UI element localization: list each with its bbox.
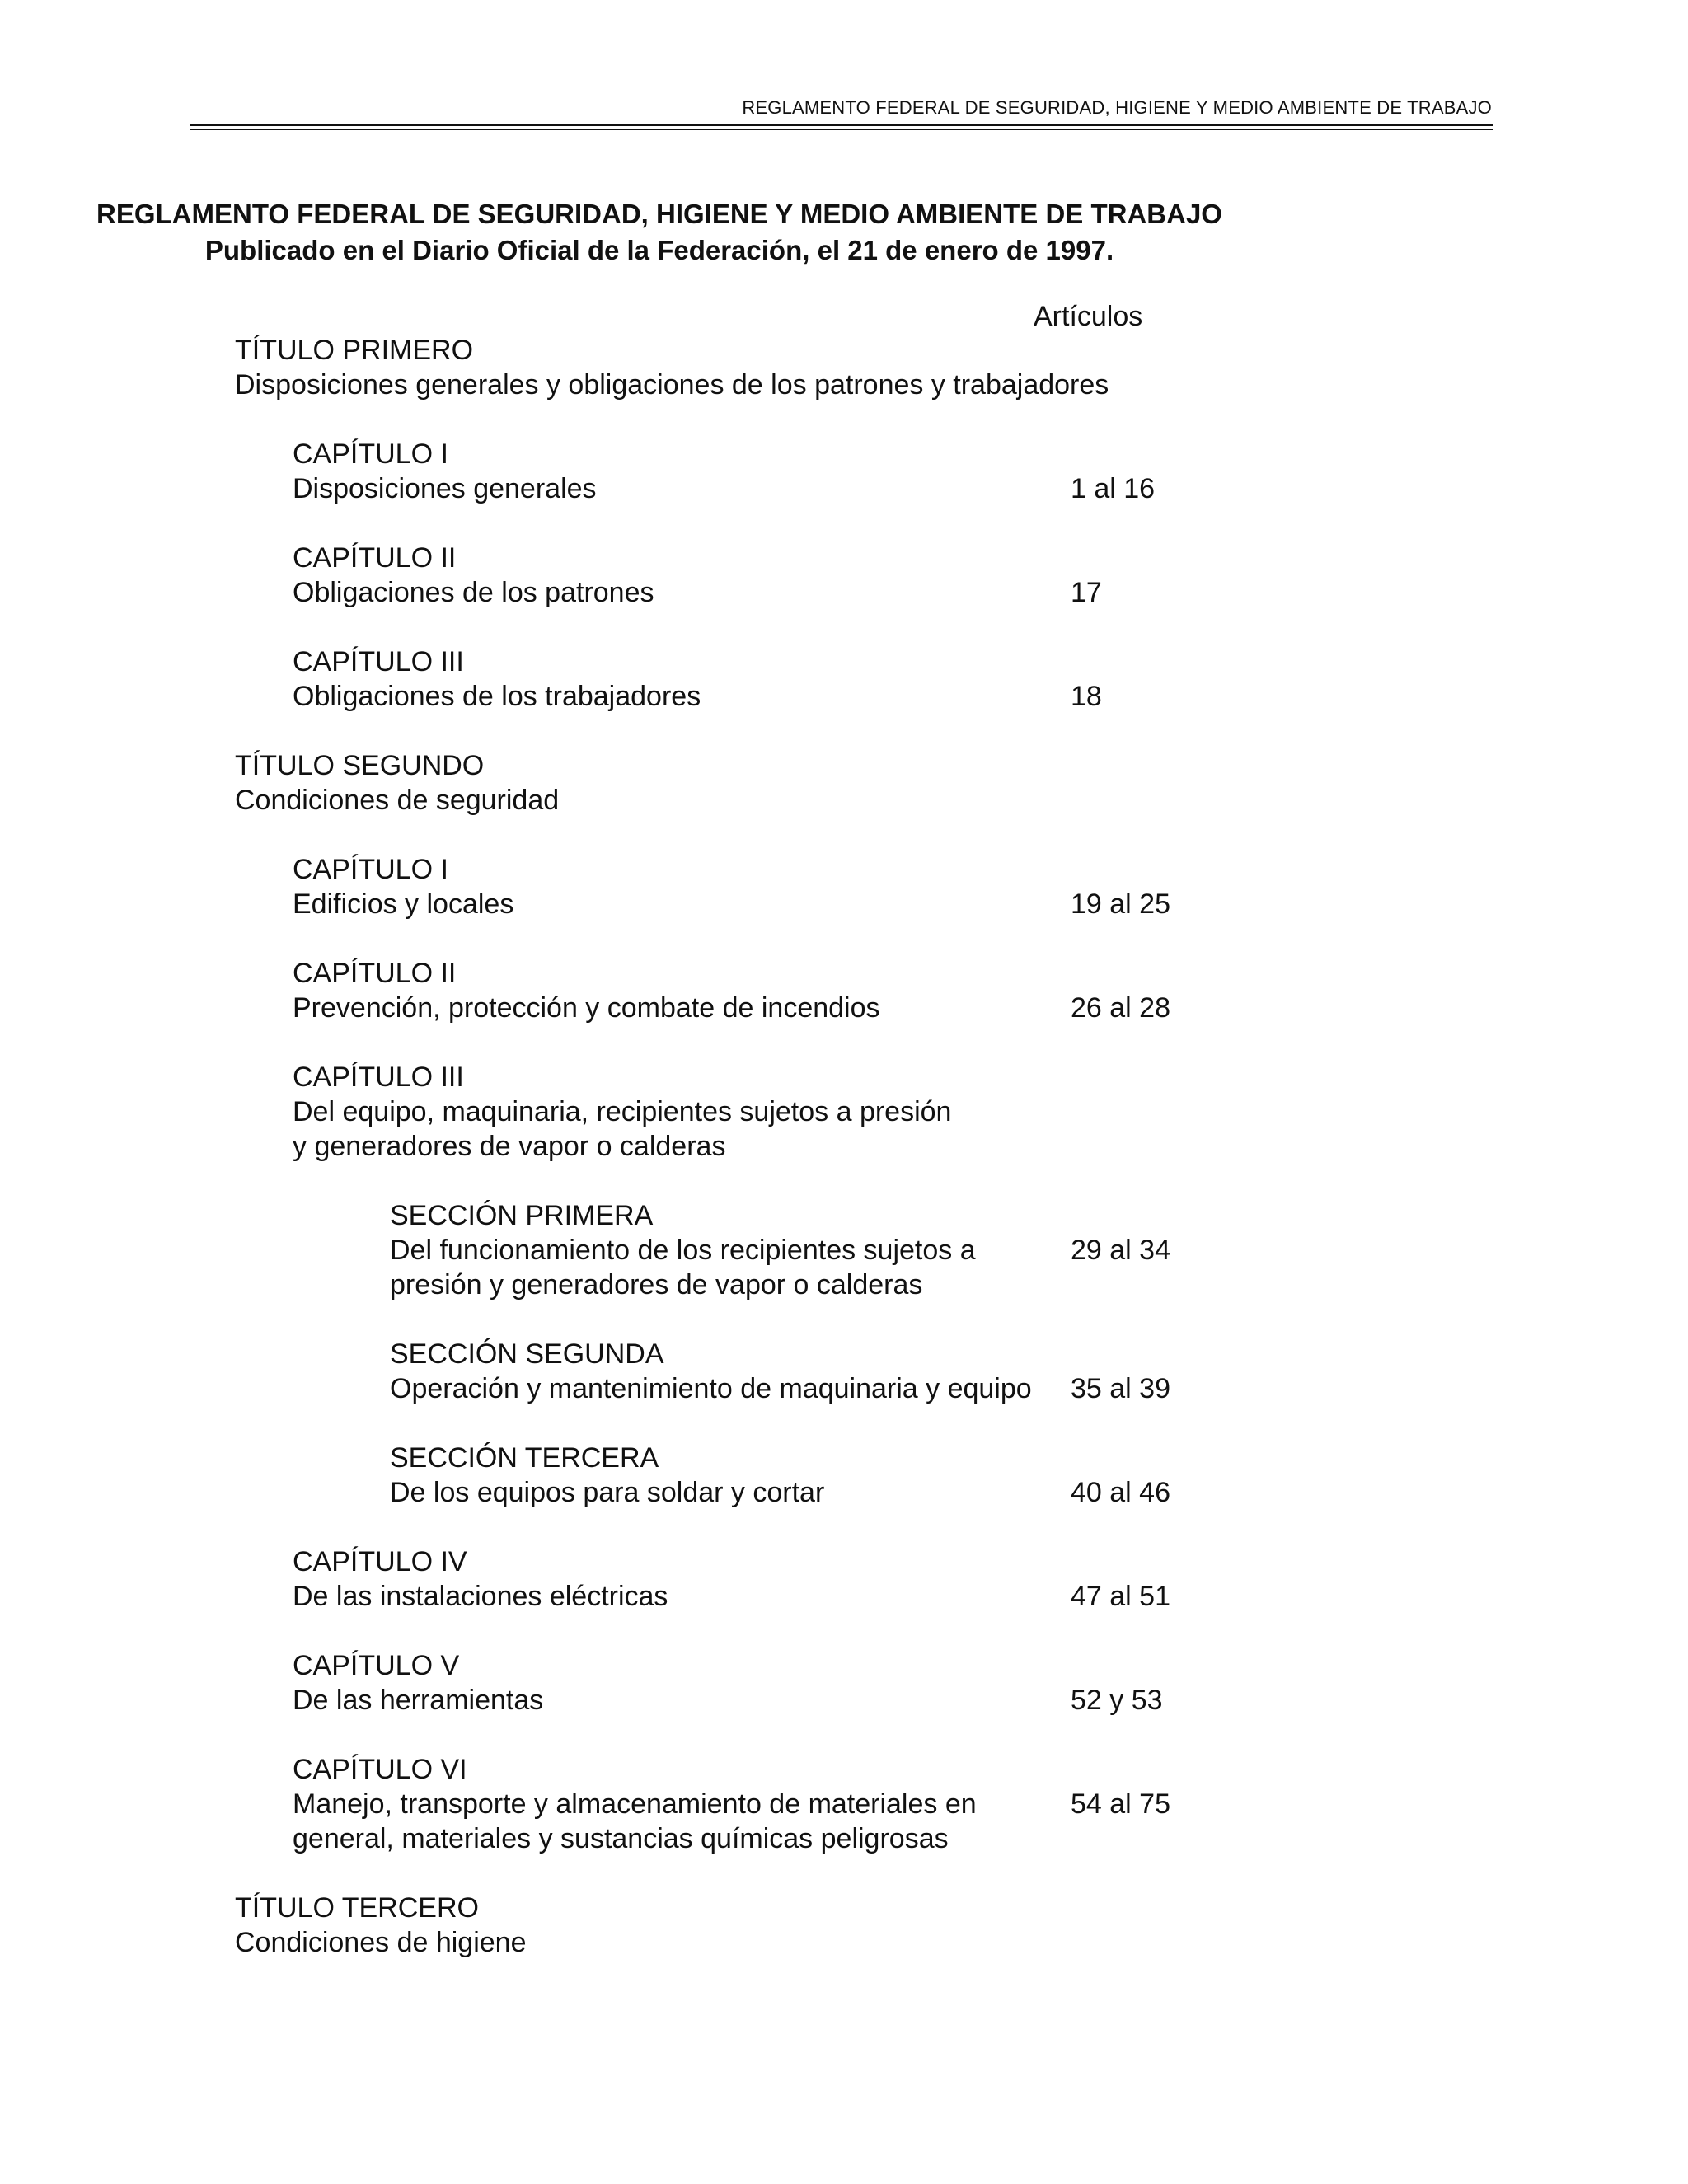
- t2-cap3-sec3-name: De los equipos para soldar y cortar: [390, 1477, 825, 1508]
- t2-cap3-heading: CAPÍTULO III: [293, 1062, 464, 1093]
- t2-cap3-sec1-articles: 29 al 34: [1071, 1235, 1170, 1266]
- t1-cap2-name: Obligaciones de los patrones: [293, 577, 654, 608]
- articles-column-label: Artículos: [1034, 301, 1143, 332]
- t1-cap1-articles: 1 al 16: [1071, 473, 1156, 504]
- t2-cap2-name: Prevención, protección y combate de incendios: [293, 992, 880, 1024]
- t2-cap6-heading: CAPÍTULO VI: [293, 1754, 467, 1785]
- t2-cap1-articles: 19 al 25: [1071, 888, 1170, 920]
- t2-cap3-sec3-heading: SECCIÓN TERCERA: [390, 1442, 659, 1474]
- titulo-segundo-heading: TÍTULO SEGUNDO: [235, 750, 485, 781]
- t1-cap3-name: Obligaciones de los trabajadores: [293, 681, 701, 712]
- t2-cap3-sec3-articles: 40 al 46: [1071, 1477, 1170, 1508]
- t1-cap2-heading: CAPÍTULO II: [293, 542, 457, 574]
- t2-cap4-heading: CAPÍTULO IV: [293, 1546, 467, 1577]
- t2-cap3-sec1-heading: SECCIÓN PRIMERA: [390, 1200, 654, 1231]
- t2-cap4-articles: 47 al 51: [1071, 1581, 1170, 1612]
- t2-cap3-sec2-articles: 35 al 39: [1071, 1373, 1170, 1404]
- t1-cap1-heading: CAPÍTULO I: [293, 438, 448, 470]
- t2-cap2-articles: 26 al 28: [1071, 992, 1170, 1024]
- t1-cap3-articles: 18: [1071, 681, 1102, 712]
- t1-cap3-heading: CAPÍTULO III: [293, 646, 464, 677]
- t2-cap4-name: De las instalaciones eléctricas: [293, 1581, 668, 1612]
- t2-cap3-sec1-name-line1: Del funcionamiento de los recipientes sujetos a: [390, 1235, 976, 1266]
- t2-cap5-name: De las herramientas: [293, 1685, 544, 1716]
- document-subtitle: Publicado en el Diario Oficial de la Federación, el 21 de enero de 1997.: [204, 235, 1114, 265]
- t2-cap1-name: Edificios y locales: [293, 888, 514, 920]
- t2-cap3-sec2-heading: SECCIÓN SEGUNDA: [390, 1338, 664, 1370]
- t1-cap1-name: Disposiciones generales: [293, 473, 597, 504]
- titulo-tercero-name: Condiciones de higiene: [235, 1927, 527, 1958]
- t1-cap2-articles: 17: [1071, 577, 1102, 608]
- titulo-primero-heading: TÍTULO PRIMERO: [235, 335, 474, 366]
- t2-cap1-heading: CAPÍTULO I: [293, 854, 448, 885]
- t2-cap6-name-line2: general, materiales y sustancias químicas peligrosas: [293, 1823, 949, 1854]
- t2-cap3-name-line1: Del equipo, maquinaria, recipientes sujetos a presión: [293, 1096, 952, 1127]
- t2-cap3-sec2-name: Operación y mantenimiento de maquinaria y equipo: [390, 1373, 1032, 1404]
- titulo-tercero-heading: TÍTULO TERCERO: [235, 1892, 479, 1924]
- t2-cap3-sec1-name-line2: presión y generadores de vapor o calderas: [390, 1269, 923, 1301]
- titulo-primero-name: Disposiciones generales y obligaciones de los patrones y trabajadores: [235, 369, 1109, 401]
- running-header: REGLAMENTO FEDERAL DE SEGURIDAD, HIGIENE Y MEDIO AMBIENTE DE TRABAJO: [742, 97, 1492, 118]
- document-title: REGLAMENTO FEDERAL DE SEGURIDAD, HIGIENE Y MEDIO AMBIENTE DE TRABAJO: [96, 199, 1222, 229]
- t2-cap2-heading: CAPÍTULO II: [293, 958, 457, 989]
- titulo-segundo-name: Condiciones de seguridad: [235, 785, 560, 816]
- t2-cap5-articles: 52 y 53: [1071, 1685, 1163, 1716]
- t2-cap3-name-line2: y generadores de vapor o calderas: [293, 1131, 726, 1162]
- t2-cap6-name-line1: Manejo, transporte y almacenamiento de materiales en: [293, 1788, 977, 1820]
- header-rule-thick: [190, 124, 1493, 126]
- t2-cap6-articles: 54 al 75: [1071, 1788, 1170, 1820]
- t2-cap5-heading: CAPÍTULO V: [293, 1650, 460, 1681]
- header-rule-thin: [190, 129, 1493, 130]
